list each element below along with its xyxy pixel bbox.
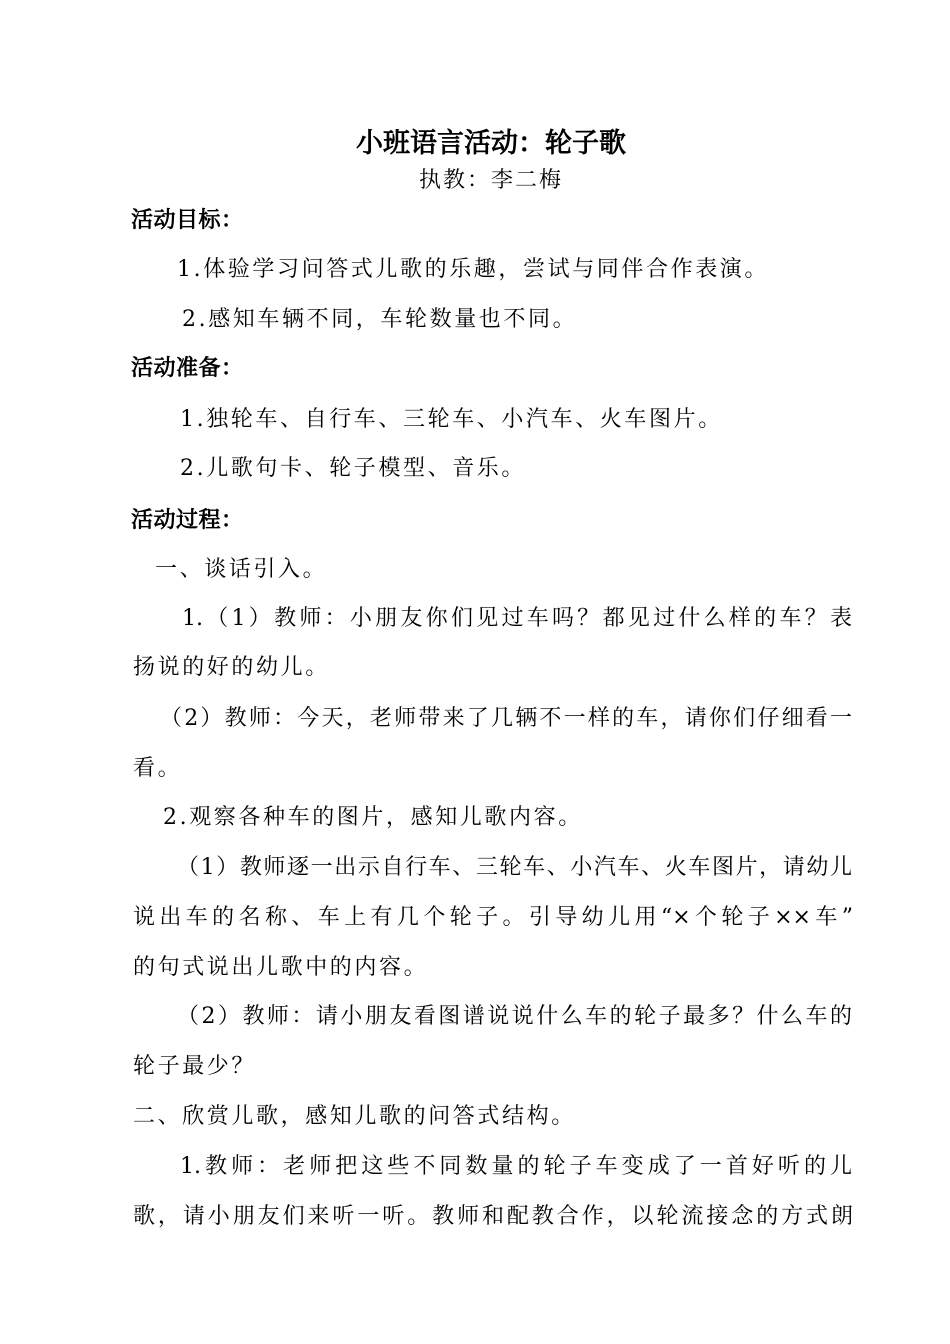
paragraph-2-line-1: （2）教师：今天，老师带来了几辆不一样的车，请你们仔细看一	[160, 706, 852, 731]
paragraph-4-line-3: 的句式说出儿歌中的内容。	[133, 955, 429, 980]
goals-heading: 活动目标：	[131, 208, 244, 233]
prep-item-1: 1.独轮车、自行车、三轮车、小汽车、火车图片。	[180, 407, 723, 432]
paragraph-1-line-1: 1.（1）教师：小朋友你们见过车吗？都见过什么样的车？表	[182, 606, 852, 631]
goal-item-1: 1.体验学习问答式儿歌的乐趣，尝试与同伴合作表演。	[177, 257, 769, 282]
document-author: 执教：李二梅	[418, 168, 563, 193]
paragraph-1-line-2: 扬说的好的幼儿。	[133, 655, 330, 680]
paragraph-2-line-2: 看。	[133, 756, 183, 781]
paragraph-6-line-2: 歌，请小朋友们来听一听。教师和配教合作，以轮流接念的方式朗	[133, 1204, 853, 1229]
paragraph-3: 2.观察各种车的图片，感知儿歌内容。	[163, 805, 583, 830]
paragraph-5-line-2: 轮子最少？	[133, 1054, 257, 1079]
paragraph-4-line-2: 说出车的名称、车上有几个轮子。引导幼儿用“×个轮子××车”	[133, 905, 853, 930]
section-heading-2: 二、欣赏儿歌，感知儿歌的问答式结构。	[133, 1104, 576, 1129]
goal-item-2: 2.感知车辆不同，车轮数量也不同。	[182, 307, 578, 332]
paragraph-4-line-1: （1）教师逐一出示自行车、三轮车、小汽车、火车图片，请幼儿	[177, 855, 852, 880]
prep-item-2: 2.儿歌句卡、轮子模型、音乐。	[180, 456, 526, 481]
prep-heading: 活动准备：	[131, 356, 244, 381]
paragraph-6-line-1: 1.教师：老师把这些不同数量的轮子车变成了一首好听的儿	[180, 1154, 852, 1179]
section-heading-1: 一、谈话引入。	[155, 557, 328, 582]
paragraph-5-line-1: （2）教师：请小朋友看图谱说说什么车的轮子最多？什么车的	[177, 1004, 852, 1029]
document-title: 小班语言活动：轮子歌	[356, 128, 626, 159]
process-heading: 活动过程：	[131, 508, 244, 533]
